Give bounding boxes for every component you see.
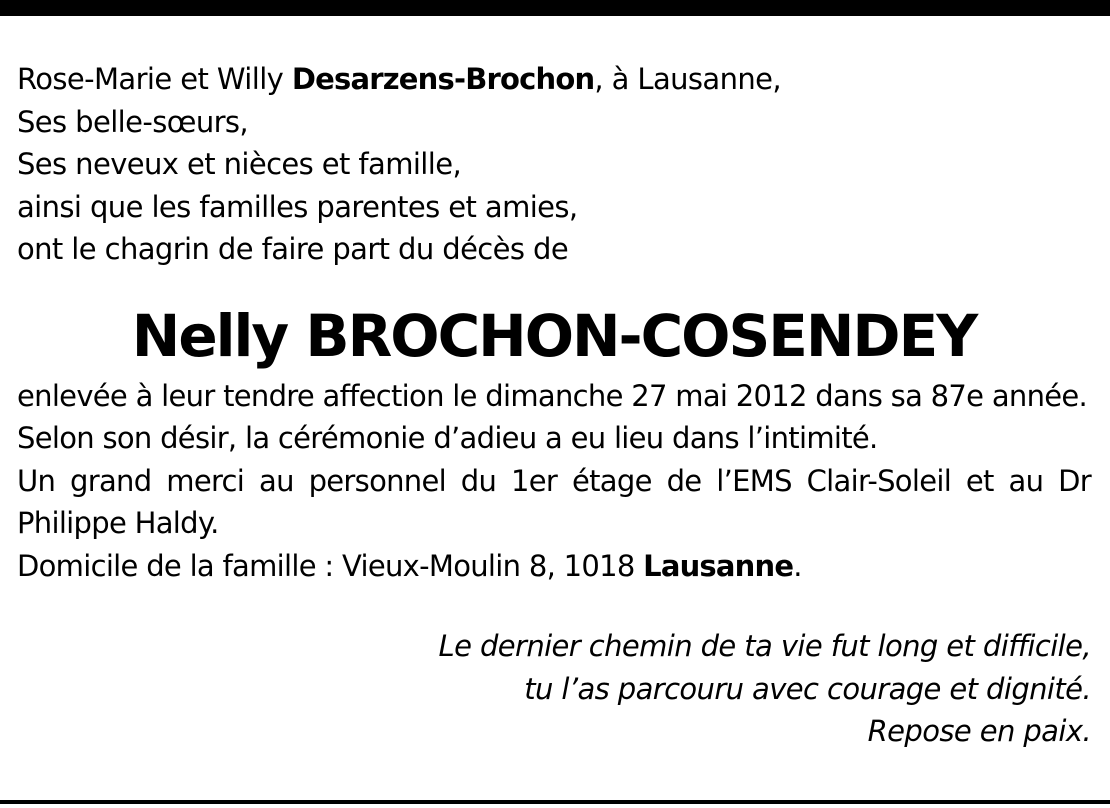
deceased-name: Nelly BROCHON-COSENDEY: [131, 301, 977, 370]
obituary-notice: [17, 58, 1091, 753]
family-line-4: ainsi que les familles parentes et amies,: [17, 189, 578, 224]
family-line-2: Ses belle-sœurs,: [17, 104, 249, 139]
passing-statement: enlevée à leur tendre affection le dimanche 27 mai 2012 dans sa 87e année.: [17, 378, 1088, 413]
quote-line-3: Repose en paix.: [867, 714, 1091, 748]
memorial-quote: [17, 625, 1091, 753]
family-line-1-suffix: , à Lausanne,: [594, 62, 781, 96]
domicile-city: Lausanne: [643, 548, 794, 583]
top-border-rule: [0, 0, 1110, 16]
domicile-end: .: [793, 548, 802, 583]
domicile-address: Domicile de la famille : Vieux-Moulin 8, 1018: [17, 548, 644, 583]
thanks-statement: Un grand merci au personnel du 1er étage de l’EMS Clair-Soleil et au Dr Philippe Haldy.: [17, 463, 1091, 540]
ceremony-statement: Selon son désir, la cérémonie d’adieu a eu lieu dans l’intimité.: [17, 421, 878, 455]
family-line-1-prefix: Rose-Marie et Willy: [17, 62, 292, 96]
quote-line-2: tu l’as parcouru avec courage et dignité.: [524, 671, 1091, 706]
family-line-5: ont le chagrin de faire part du décès de: [17, 232, 569, 266]
family-line-1: [17, 58, 1091, 101]
family-line-3: Ses neveux et nièces et famille,: [17, 147, 462, 181]
family-announcement: [17, 58, 1091, 271]
family-domicile: [17, 545, 1091, 588]
family-surname: Desarzens-Brochon: [291, 62, 595, 96]
quote-line-1: Le dernier chemin de ta vie fut long et difficile,: [438, 629, 1091, 663]
obituary-details: [17, 375, 1091, 588]
bottom-border-rule: [0, 800, 1110, 804]
